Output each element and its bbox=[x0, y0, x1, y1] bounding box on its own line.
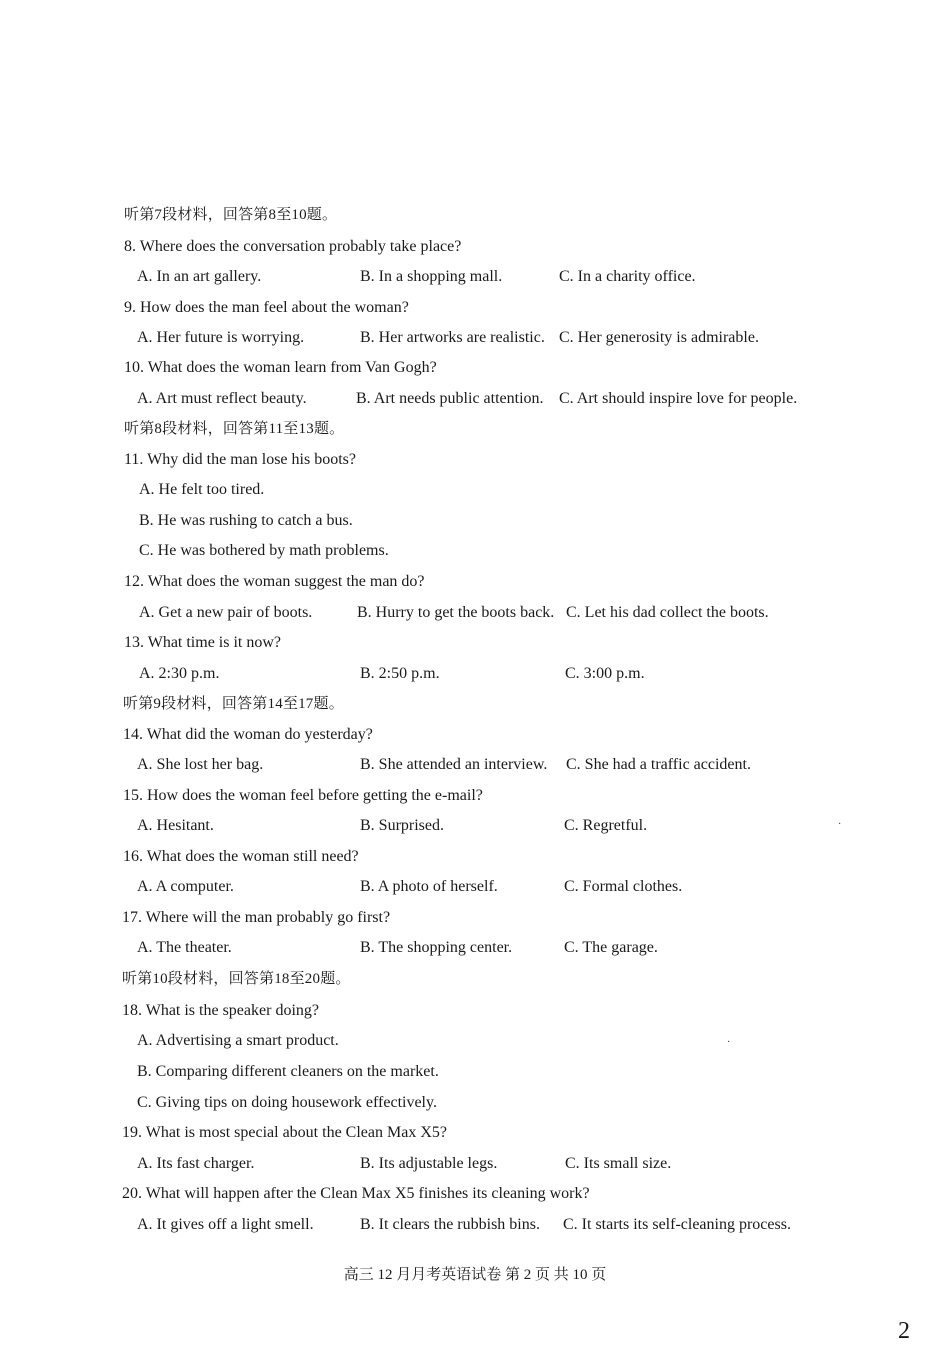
q9-option-a: A. Her future is worrying. bbox=[137, 329, 305, 346]
section-heading-8: 听第8段材料，回答第11至13题。 bbox=[124, 421, 345, 437]
q20-option-a: A. It gives off a light smell. bbox=[137, 1216, 314, 1233]
section-heading-7: 听第7段材料，回答第8至10题。 bbox=[124, 207, 338, 223]
question-10: 10. What does the woman learn from Van Gogh? bbox=[124, 359, 437, 376]
q15-option-a: A. Hesitant. bbox=[137, 817, 214, 834]
q19-option-a: A. Its fast charger. bbox=[137, 1155, 255, 1172]
question-19: 19. What is most special about the Clean Max X5? bbox=[122, 1124, 447, 1141]
q17-option-b: B. The shopping center. bbox=[360, 939, 513, 956]
question-12: 12. What does the woman suggest the man do? bbox=[124, 573, 425, 590]
q18-option-a: A. Advertising a smart product. bbox=[137, 1032, 339, 1049]
q13-option-a: A. 2:30 p.m. bbox=[139, 665, 220, 682]
q11-option-c: C. He was bothered by math problems. bbox=[139, 542, 389, 559]
q19-option-b: B. Its adjustable legs. bbox=[360, 1155, 498, 1172]
section-heading-10: 听第10段材料，回答第18至20题。 bbox=[122, 971, 351, 987]
section-heading-9: 听第9段材料，回答第14至17题。 bbox=[123, 696, 344, 712]
q18-option-c: C. Giving tips on doing housework effectively. bbox=[137, 1094, 437, 1111]
q8-option-c: C. In a charity office. bbox=[559, 268, 696, 285]
q11-option-b: B. He was rushing to catch a bus. bbox=[139, 512, 353, 529]
question-11: 11. Why did the man lose his boots? bbox=[124, 451, 356, 468]
q9-option-b: B. Her artworks are realistic. bbox=[360, 329, 545, 346]
q12-option-a: A. Get a new pair of boots. bbox=[139, 604, 313, 621]
q16-option-a: A. A computer. bbox=[137, 878, 234, 895]
question-17: 17. Where will the man probably go first? bbox=[122, 909, 391, 926]
question-8: 8. Where does the conversation probably take place? bbox=[124, 238, 462, 255]
question-20: 20. What will happen after the Clean Max X5 finishes its cleaning work? bbox=[122, 1185, 590, 1202]
q13-option-b: B. 2:50 p.m. bbox=[360, 665, 440, 682]
q12-option-c: C. Let his dad collect the boots. bbox=[566, 604, 769, 621]
q17-option-c: C. The garage. bbox=[564, 939, 658, 956]
q14-option-c: C. She had a traffic accident. bbox=[566, 756, 751, 773]
q14-option-a: A. She lost her bag. bbox=[137, 756, 264, 773]
q19-option-c: C. Its small size. bbox=[565, 1155, 672, 1172]
q9-option-c: C. Her generosity is admirable. bbox=[559, 329, 759, 346]
question-13: 13. What time is it now? bbox=[124, 634, 282, 651]
q20-option-b: B. It clears the rubbish bins. bbox=[360, 1216, 540, 1233]
question-18: 18. What is the speaker doing? bbox=[122, 1002, 319, 1019]
scan-speck: · bbox=[727, 1037, 731, 1048]
q11-option-a: A. He felt too tired. bbox=[139, 481, 265, 498]
q14-option-b: B. She attended an interview. bbox=[360, 756, 548, 773]
page-footer: 高三 12 月月考英语试卷 第 2 页 共 10 页 bbox=[343, 1267, 607, 1283]
q8-option-b: B. In a shopping mall. bbox=[360, 268, 503, 285]
q12-option-b: B. Hurry to get the boots back. bbox=[357, 604, 555, 621]
q8-option-a: A. In an art gallery. bbox=[137, 268, 262, 285]
page-number: 2 bbox=[898, 1318, 910, 1344]
scan-speck: · bbox=[838, 819, 842, 830]
question-9: 9. How does the man feel about the woman? bbox=[124, 299, 409, 316]
q16-option-c: C. Formal clothes. bbox=[564, 878, 683, 895]
q18-option-b: B. Comparing different cleaners on the market. bbox=[137, 1063, 439, 1080]
q10-option-b: B. Art needs public attention. bbox=[356, 390, 544, 407]
q20-option-c: C. It starts its self-cleaning process. bbox=[563, 1216, 791, 1233]
q10-option-c: C. Art should inspire love for people. bbox=[559, 390, 798, 407]
question-14: 14. What did the woman do yesterday? bbox=[123, 726, 373, 743]
q15-option-b: B. Surprised. bbox=[360, 817, 444, 834]
q17-option-a: A. The theater. bbox=[137, 939, 232, 956]
question-16: 16. What does the woman still need? bbox=[123, 848, 359, 865]
q13-option-c: C. 3:00 p.m. bbox=[565, 665, 645, 682]
q10-option-a: A. Art must reflect beauty. bbox=[137, 390, 307, 407]
question-15: 15. How does the woman feel before getting the e-mail? bbox=[123, 787, 483, 804]
q16-option-b: B. A photo of herself. bbox=[360, 878, 498, 895]
q15-option-c: C. Regretful. bbox=[564, 817, 648, 834]
